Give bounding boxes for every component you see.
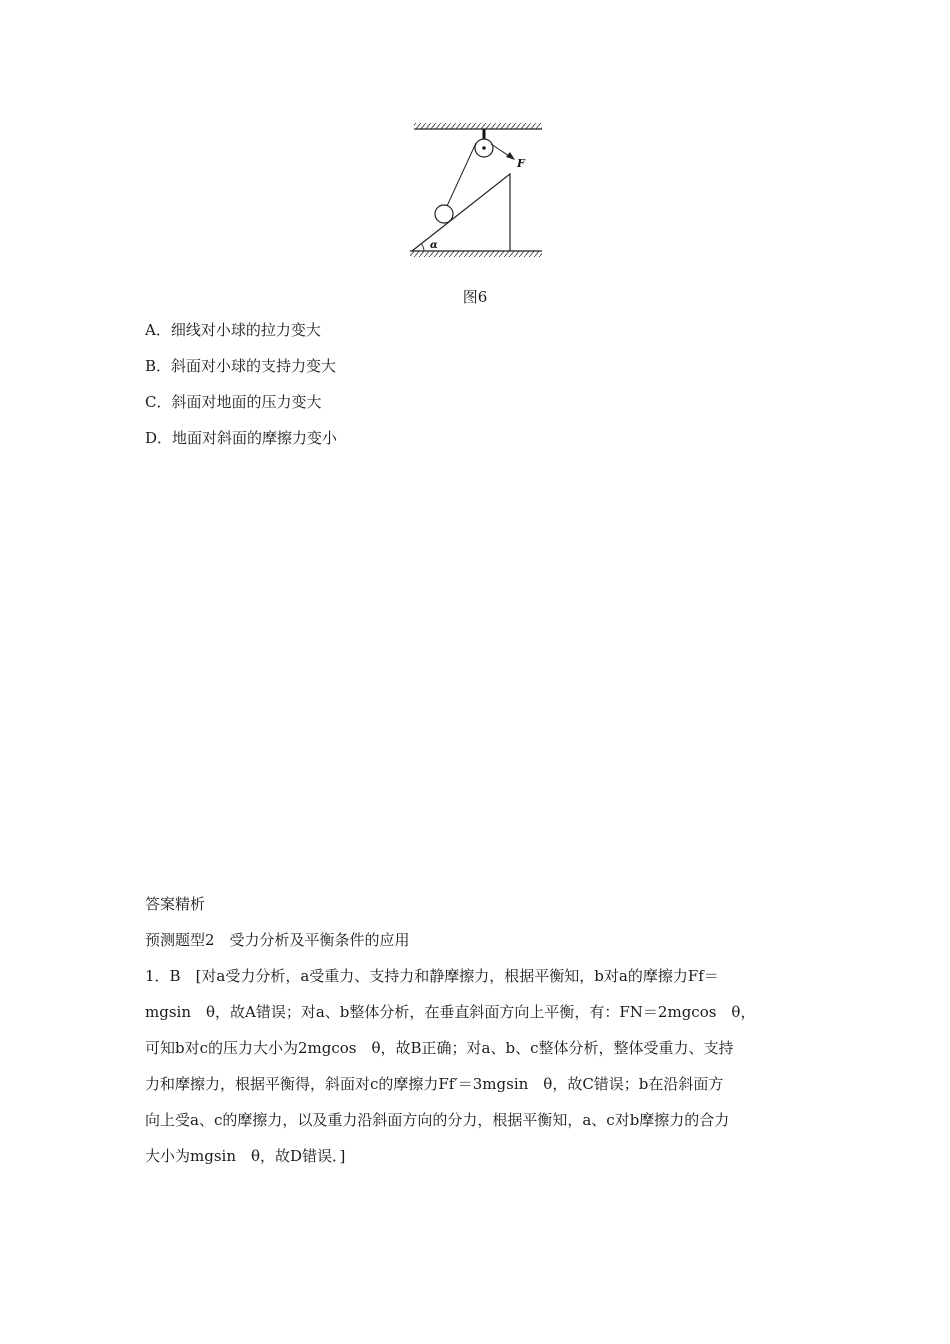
answer-explanation [145, 958, 810, 1174]
incline-pulley-figure [400, 118, 560, 268]
explanation-line: 可知b对c的压力大小为2mgcos θ，故B正确；对a、b、c整体分析，整体受重力、支持 [145, 1039, 734, 1057]
section-heading: 预测题型2 受力分析及平衡条件的应用 [145, 931, 410, 949]
figure-caption: 图6 [462, 288, 488, 306]
options-list [145, 319, 337, 463]
option-d: D．地面对斜面的摩擦力变小 [145, 429, 338, 447]
string [447, 143, 476, 206]
figure-drawing [400, 118, 560, 268]
answer-section [145, 893, 810, 1174]
ceiling [414, 123, 542, 129]
explanation-line: 向上受a、c的摩擦力，以及重力沿斜面方向的分力，根据平衡知，a、c对b摩擦力的合力 [145, 1111, 730, 1129]
angle-arc [422, 244, 425, 251]
option-c: C．斜面对地面的压力变大 [145, 393, 322, 411]
explanation-line: 大小为mgsin θ，故D错误．] [145, 1147, 346, 1165]
ball [435, 205, 453, 223]
ground [410, 251, 542, 257]
option-b: B．斜面对小球的支持力变大 [145, 357, 337, 375]
explanation-line: mgsin θ，故A错误；对a、b整体分析，在垂直斜面方向上平衡，有：FN＝2mgcos θ， [145, 1003, 756, 1021]
explanation-line: 1．B [对a受力分析，a受重力、支持力和静摩擦力，根据平衡知，b对a的摩擦力Ff＝ [145, 967, 719, 985]
incline [412, 174, 510, 251]
force-label: F [517, 157, 525, 170]
force-arrow-head [506, 152, 515, 160]
answer-title: 答案精析 [145, 895, 206, 913]
explanation-line: 力和摩擦力，根据平衡得，斜面对c的摩擦力Ff′＝3mgsin θ，故C错误；b在沿斜面方 [145, 1075, 724, 1093]
angle-label: α [430, 240, 438, 251]
option-a: A．细线对小球的拉力变大 [145, 321, 321, 339]
